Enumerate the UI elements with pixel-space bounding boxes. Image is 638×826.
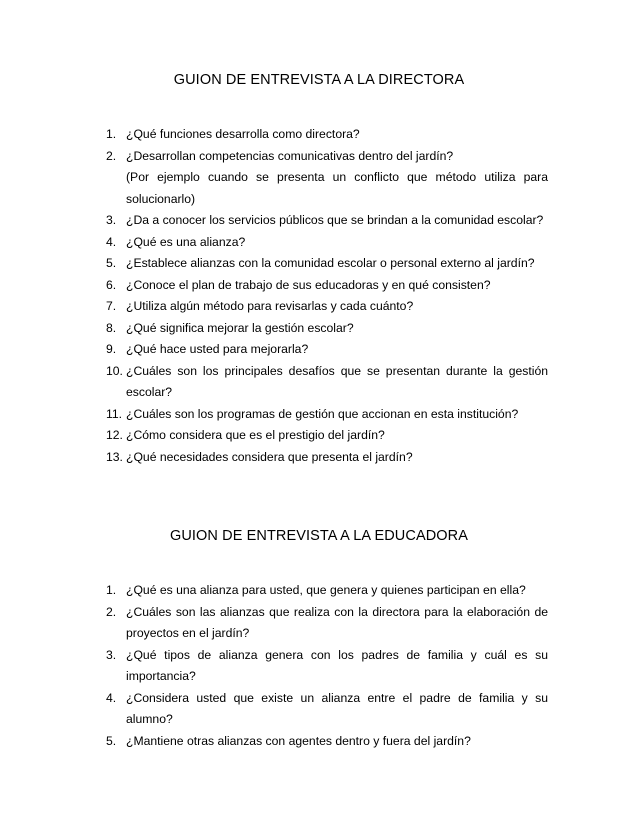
list-item xyxy=(106,339,548,361)
list-item xyxy=(106,232,548,254)
question-text: ¿Cómo considera que es el prestigio del jardín? xyxy=(126,428,385,442)
list-item xyxy=(106,146,548,211)
question-text: ¿Cuáles son los principales desafíos que se presentan durante la gestión escolar? xyxy=(126,363,548,399)
question-text: ¿Qué hace usted para mejorarla? xyxy=(126,342,309,356)
question-note: (Por ejemplo cuando se presenta un conflicto que método utiliza para solucionarlo) xyxy=(126,170,548,206)
question-number: 5. xyxy=(106,256,117,270)
question-number: 10. xyxy=(106,363,123,378)
question-number: 8. xyxy=(106,320,117,335)
list-item xyxy=(106,253,548,275)
list-item xyxy=(106,124,548,146)
question-number: 1. xyxy=(106,583,117,597)
list-item xyxy=(106,731,548,753)
question-number: 4. xyxy=(106,690,117,705)
question-text: ¿Da a conocer los servicios públicos que se brindan a la comunidad escolar? xyxy=(126,213,544,227)
section-title-directora: GUION DE ENTREVISTA A LA DIRECTORA xyxy=(173,72,465,88)
question-text: ¿Cuáles son las alianzas que realiza con la directora para la elaboración de proyectos en el jardín? xyxy=(126,604,548,640)
question-text: ¿Qué necesidades considera que presenta el jardín? xyxy=(126,449,413,464)
list-item xyxy=(106,318,548,340)
question-number: 2. xyxy=(106,148,117,163)
question-text: ¿Desarrollan competencias comunicativas dentro del jardín? xyxy=(126,148,454,163)
list-item xyxy=(106,210,548,232)
question-text: ¿Utiliza algún método para revisarlas y cada cuánto? xyxy=(126,299,414,313)
question-number: 11. xyxy=(106,406,123,421)
question-text: ¿Mantiene otras alianzas con agentes dentro y fuera del jardín? xyxy=(126,733,471,748)
question-number: 6. xyxy=(106,277,117,292)
question-number: 3. xyxy=(106,647,117,662)
question-text: ¿Cuáles son los programas de gestión que accionan en esta institución? xyxy=(126,406,519,421)
question-number: 4. xyxy=(106,234,117,249)
question-text: ¿Qué es una alianza para usted, que genera y quienes participan en ella? xyxy=(126,583,526,597)
list-item xyxy=(106,688,548,731)
list-item xyxy=(106,275,548,297)
question-text: ¿Qué funciones desarrolla como directora? xyxy=(126,127,360,141)
question-number: 3. xyxy=(106,213,117,227)
list-item xyxy=(106,296,548,318)
question-number: 12. xyxy=(106,428,123,442)
question-text: ¿Conoce el plan de trabajo de sus educadoras y en qué consisten? xyxy=(126,277,491,292)
question-number: 2. xyxy=(106,604,117,619)
question-number: 5. xyxy=(106,733,117,748)
list-item xyxy=(106,425,548,447)
question-text: ¿Qué significa mejorar la gestión escolar? xyxy=(126,320,354,335)
question-number: 13. xyxy=(106,449,123,464)
list-item xyxy=(106,645,548,688)
list-item xyxy=(106,602,548,645)
question-number: 1. xyxy=(106,127,117,141)
list-item xyxy=(106,580,548,602)
list-item xyxy=(106,447,548,469)
question-list-directora xyxy=(106,124,548,468)
question-text: ¿Qué es una alianza? xyxy=(126,234,246,249)
question-text: ¿Considera usted que existe un alianza entre el padre de familia y su alumno? xyxy=(126,690,548,726)
question-number: 7. xyxy=(106,299,117,313)
question-number: 9. xyxy=(106,342,117,356)
list-item xyxy=(106,404,548,426)
list-item xyxy=(106,361,548,404)
question-text: ¿Qué tipos de alianza genera con los padres de familia y cuál es su importancia? xyxy=(126,647,548,683)
section-title-educadora: GUION DE ENTREVISTA A LA EDUCADORA xyxy=(169,528,469,544)
question-text: ¿Establece alianzas con la comunidad escolar o personal externo al jardín? xyxy=(126,256,535,270)
question-list-educadora xyxy=(106,580,548,752)
